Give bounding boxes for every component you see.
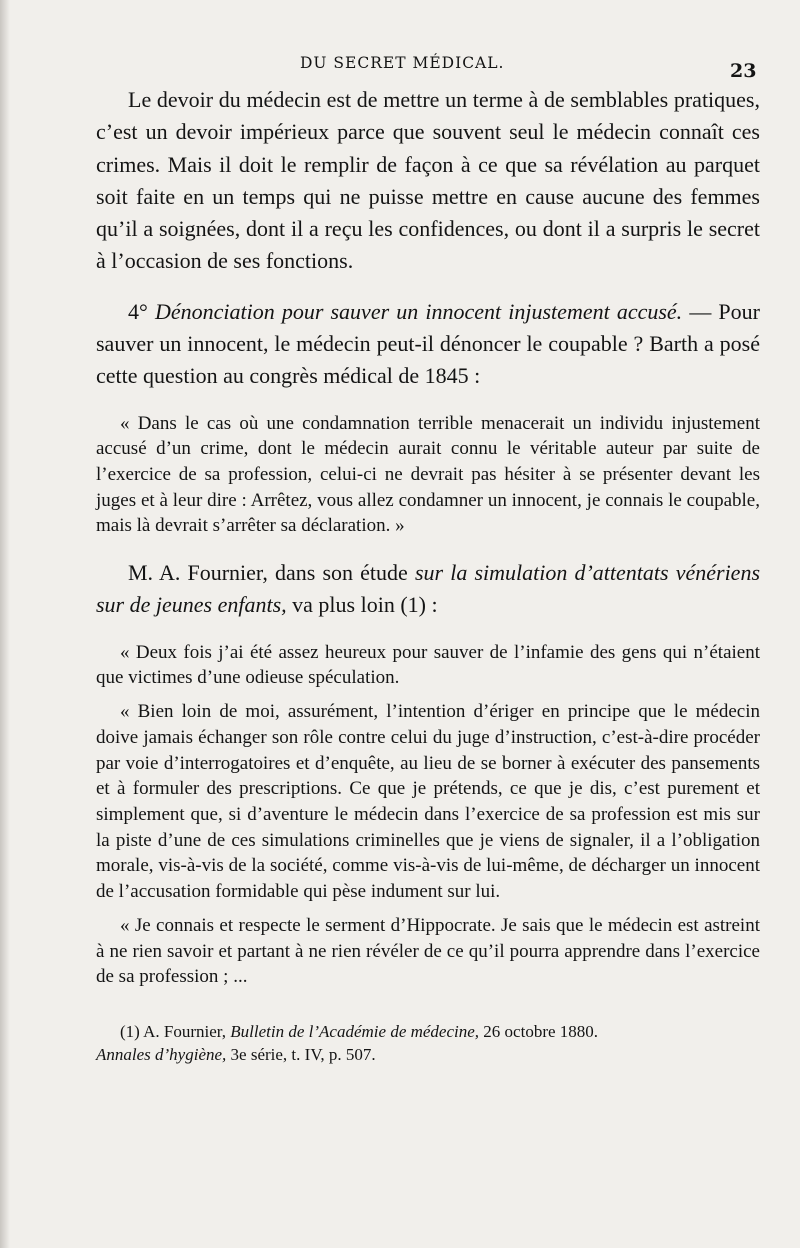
quote-bien-loin: « Bien loin de moi, assurément, l’intention d’ériger en principe que le médecin doive jamais échanger son rôle contre celui du juge d’instruction, c’est-à-dire procéder par voie d’interrogatoires et d’enquête, au lieu de se borner à exécuter des pansements et à formuler des prescriptions. Ce que je prétends, ce que je dis, c’est purement et simplement que, si d’aventure le médecin dans l’exercice de sa profession est mis sur la piste d’une de ces simulations criminelles que je viens de signaler, il a l’obligation morale, vis-à-vis de la société, comme vis-à-vis de lui-même, de décharger un innocent de l’accusation formidable qui pèse indument sur lui. [96, 701, 760, 903]
running-head [0, 46, 800, 82]
footnote-series: 3e série, t. IV, p. 507. [230, 1044, 376, 1064]
quote-serment-hippocrate: « Je connais et respecte le serment d’Hippocrate. Je sais que le médecin est astreint à ne rien savoir et partant à ne rien révéler de ce qu’il pourra apprendre dans l’exercice de sa profession ; ... [96, 914, 760, 988]
footnote-line-1 [96, 1020, 760, 1043]
section-number: 4° [128, 298, 148, 324]
page-number: 23 [730, 60, 757, 82]
footnote-date: 26 octobre 1880. [483, 1021, 599, 1041]
main-text [96, 84, 760, 1066]
running-title: DU SECRET MÉDICAL. [300, 54, 505, 72]
footnote-journal: Bulletin de l’Académie de médecine, [230, 1021, 480, 1041]
section-heading: Dénonciation pour sauver un innocent injustement accusé. [154, 298, 683, 324]
page-left-edge-shadow [0, 0, 10, 1248]
section-text: — Pour sauver un innocent, le médecin peut-il dénoncer le coupable ? Barth a posé cette question au congrès médical de 1845 : [96, 298, 760, 389]
fournier-study-title: sur la simulation d’attentats vénériens sur de jeunes enfants, [96, 560, 761, 618]
footnote-line-2 [96, 1043, 760, 1066]
paragraph-devoir-du-medecin: Le devoir du médecin est de mettre un terme à de semblables pratiques, c’est un devoir impérieux parce que souvent seul le médecin connaît ces crimes. Mais il doit le remplir de façon à ce que sa révélation au parquet soit faite en un temps qui ne puisse mettre en cause aucune des femmes qu’il a soignées, dont il a reçu les confidences, ou dont il a surpris le secret à l’occasion de ses fonctions. [96, 87, 760, 274]
paragraph-denonciation [96, 296, 760, 393]
quote-barth: « Dans le cas où une condamnation terrible menacerait un individu injustement accusé d’un crime, dont le médecin aurait connu le véritable auteur par suite de l’exercice de sa profession, celui-ci ne devrait pas hésiter à se présenter devant les juges et à leur dire : Arrêtez, vous allez condamner un innocent, je connais le coupable, mais là devrait s’arrêter sa déclaration. » [96, 412, 760, 537]
paragraph-fournier [96, 557, 760, 622]
footnote-annales: Annales d’hygiène, [96, 1044, 227, 1064]
quote-deux-fois: « Deux fois j’ai été assez heureux pour sauver de l’infamie des gens qui n’étaient que victimes d’une odieuse spéculation. [96, 641, 760, 689]
footnote [96, 1020, 760, 1066]
fournier-lead: M. A. Fournier, dans son étude [128, 560, 408, 586]
fournier-tail: va plus loin (1) : [292, 592, 438, 618]
footnote-author: A. Fournier, [143, 1021, 227, 1041]
footnote-marker: (1) [120, 1021, 140, 1041]
